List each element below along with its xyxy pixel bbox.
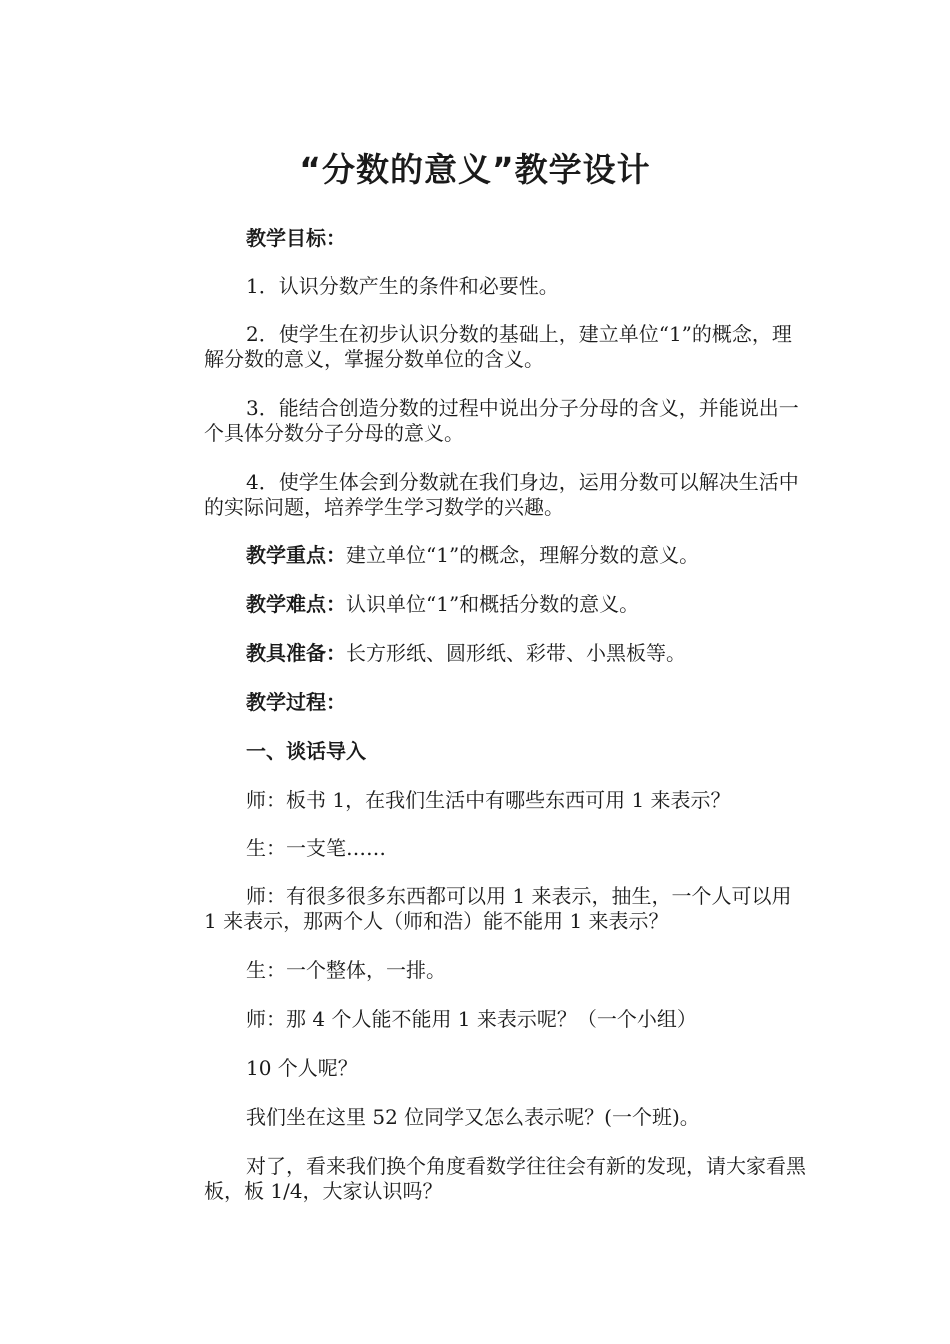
objective-4: 4．使学生体会到分数就在我们身边，运用分数可以解决生活中的实际问题，培养学生学习数学的兴趣。 [204,470,799,519]
materials-text: 长方形纸、圆形纸、彩带、小黑板等。 [346,641,686,665]
section1-heading: 一、谈话导入 [246,739,366,763]
materials-label: 教具准备： [246,641,346,665]
key-point [204,543,808,568]
difficulty [204,592,808,617]
key-point-label: 教学重点： [246,543,346,567]
key-point-text: 建立单位“1”的概念，理解分数的意义。 [346,543,700,567]
document-title: “分数的意义”教学设计 [299,150,651,189]
dialogue-line-1: 师：板书 1，在我们生活中有哪些东西可用 1 来表示？ [246,788,731,812]
dialogue-line-7: 我们坐在这里 52 位同学又怎么表示呢？(一个班)。 [246,1105,700,1129]
process-heading: 教学过程： [246,690,346,714]
objective-2: 2．使学生在初步认识分数的基础上，建立单位“1”的概念，理解分数的意义，掌握分数单位的含义。 [204,322,792,371]
objective-3: 3．能结合创造分数的过程中说出分子分母的含义，并能说出一个具体分数分子分母的意义。 [204,396,799,445]
dialogue-line-4: 生：一个整体，一排。 [246,958,446,982]
difficulty-text: 认识单位“1”和概括分数的意义。 [346,592,640,616]
objective-1: 1．认识分数产生的条件和必要性。 [246,274,559,298]
difficulty-label: 教学难点： [246,592,346,616]
dialogue-line-2: 生：一支笔…… [246,836,386,860]
dialogue-line-8: 对了，看来我们换个角度看数学往往会有新的发现，请大家看黑板，板 1/4，大家认识吗？ [204,1154,806,1203]
dialogue-line-3: 师：有很多很多东西都可以用 1 来表示，抽生，一个人可以用 1 来表示，那两个人（师和浩）能不能用 1 来表示？ [204,884,792,933]
objectives-heading: 教学目标： [246,226,346,250]
materials [204,641,808,666]
dialogue-line-6: 10 个人呢？ [246,1056,358,1080]
dialogue-line-5: 师：那 4 个人能不能用 1 来表示呢？（一个小组） [246,1007,697,1031]
